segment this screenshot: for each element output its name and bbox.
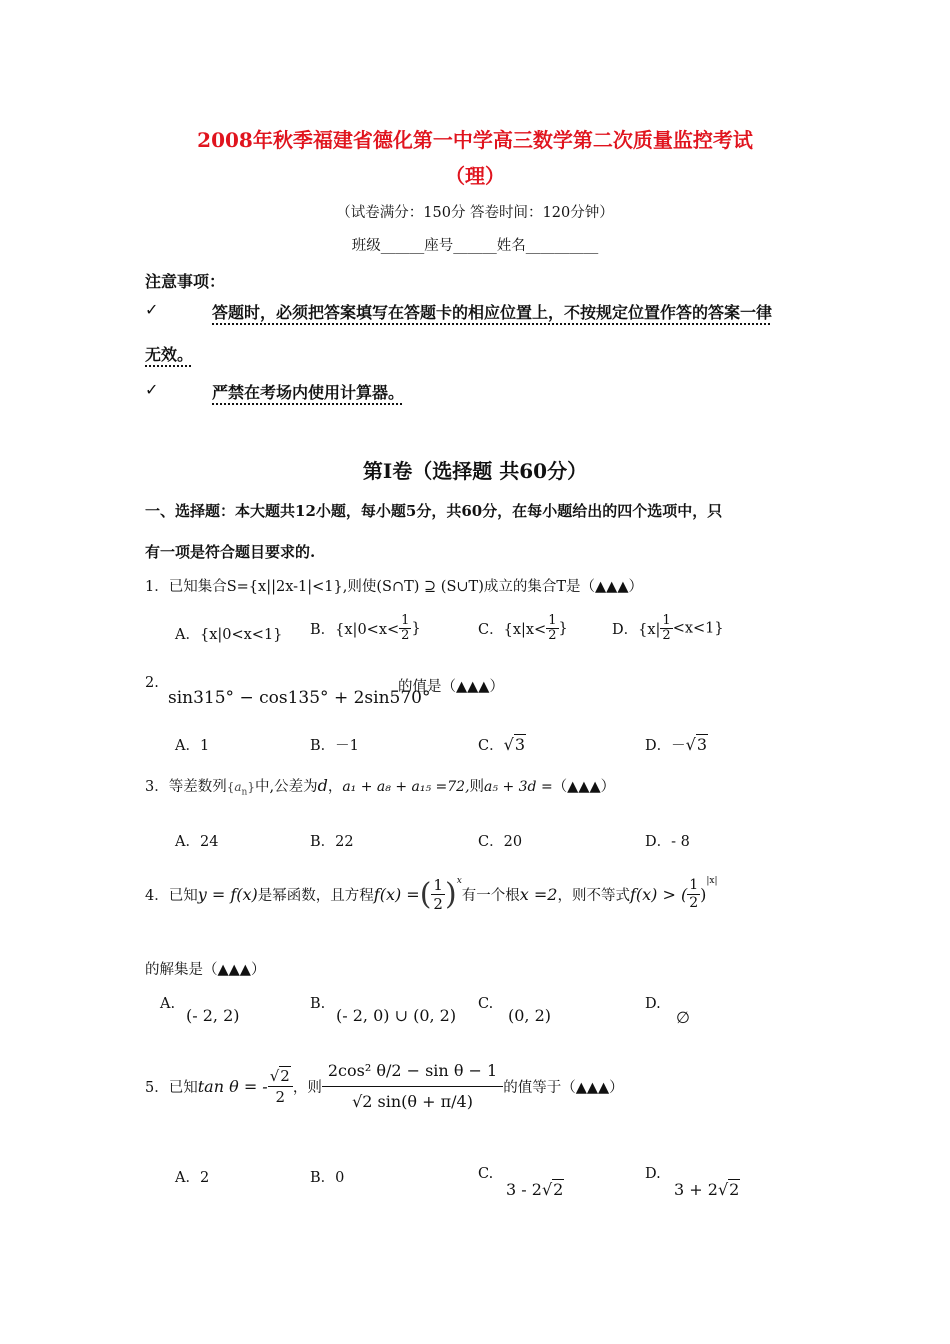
exam-info: （试卷满分：150分 答卷时间：120分钟） <box>336 205 614 221</box>
check-icon: ✓ <box>145 300 159 319</box>
question-2-option-b: B．－1 <box>310 738 359 754</box>
question-2-number: 2. <box>145 675 159 691</box>
question-5-option-b: B．0 <box>310 1170 345 1186</box>
question-3-option-a: A．24 <box>175 834 219 850</box>
question-4-option-a-label: A. <box>160 996 176 1012</box>
exam-subtitle: （理） <box>445 164 505 188</box>
question-2-option-c: C．√3 <box>478 735 525 754</box>
question-4-option-a: (- 2, 2) <box>186 1006 240 1025</box>
exam-title: 2008年秋季福建省德化第一中学高三数学第二次质量监控考试 <box>197 128 753 152</box>
question-4-option-b-label: B. <box>310 996 326 1012</box>
section-title: 第Ⅰ卷（选择题 共60分） <box>362 459 588 483</box>
question-2-option-d: D．－√3 <box>645 735 708 754</box>
question-3-option-c: C．20 <box>478 834 523 850</box>
notice-item-2: 严禁在考场内使用计算器。 <box>212 383 405 402</box>
check-icon: ✓ <box>145 380 159 399</box>
question-1-stem: 1．已知集合S={x||2x-1|<1},则使(S∩T) ⊇ (S∪T)成立的集合T是（▲▲▲） <box>145 579 643 595</box>
student-fields: 班级______座号______姓名__________ <box>351 238 599 254</box>
question-5-stem: 5．已知tan θ = - $\frac{√2}{2}$ ，则 $\frac{\text{2cos² θ/2 − sin θ − 1}}{√2 \sin(\theta + \pi/4)}$ 的值等于（▲▲▲） <box>145 1061 624 1111</box>
question-1-option-d: D．{x| $\frac{1}{2}$ <x<1} <box>612 613 724 643</box>
question-4-option-c: (0, 2) <box>508 1006 552 1025</box>
question-3-option-b: B．22 <box>310 834 354 850</box>
question-4-option-b: (- 2, 0) ∪ (0, 2) <box>336 1006 457 1025</box>
question-1-option-b: B．{x|0<x< $\frac{1}{2}$ } <box>310 613 421 643</box>
question-3-option-d: D．- 8 <box>645 834 690 850</box>
section-intro-line-2: 有一项是符合题目要求的. <box>145 543 316 561</box>
question-4-stem: 4．已知y = f(x)是幂函数，且方程f(x) =( $\frac{1}{2}$ )$^x$有一个根x =2，则不等式f(x) > ( $\frac{1}{2}$ )$^{|x|}$ <box>145 876 718 913</box>
question-1-option-a: A．{x|0<x<1} <box>175 627 283 643</box>
question-4-line-2: 的解集是（▲▲▲） <box>145 962 266 978</box>
question-2-expression: sin315° − cos135° + 2sin570° <box>168 688 431 708</box>
question-5-option-d-label: D. <box>645 1166 661 1182</box>
question-4-option-c-label: C. <box>478 996 494 1012</box>
notice-item-1-line-2: 无效。 <box>145 345 194 364</box>
question-5-option-a: A．2 <box>175 1170 210 1186</box>
question-1-option-c: C．{x|x< $\frac{1}{2}$ } <box>478 613 568 643</box>
notice-heading: 注意事项： <box>145 272 226 291</box>
question-2-option-a: A．1 <box>175 738 210 754</box>
question-2-tail: 的值是（▲▲▲） <box>398 679 504 695</box>
question-4-option-d: ∅ <box>676 1008 690 1027</box>
question-5-option-c: 3 - 2√2 <box>506 1180 564 1199</box>
question-3-stem: 3．等差数列$\{a_n\}$中,公差为d，a₁ + a₈ + a₁₅ =72,则a₅ + 3d =（▲▲▲） <box>145 776 616 798</box>
question-4-option-d-label: D. <box>645 996 661 1012</box>
question-5-option-d: 3 + 2√2 <box>674 1180 740 1199</box>
question-5-option-c-label: C. <box>478 1166 494 1182</box>
notice-item-1-line-1: 答题时，必须把答案填写在答题卡的相应位置上，不按规定位置作答的答案一律 <box>212 303 773 322</box>
section-intro-line-1: 一、选择题：本大题共12小题，每小题5分，共60分，在每小题给出的四个选项中，只 <box>145 502 723 520</box>
